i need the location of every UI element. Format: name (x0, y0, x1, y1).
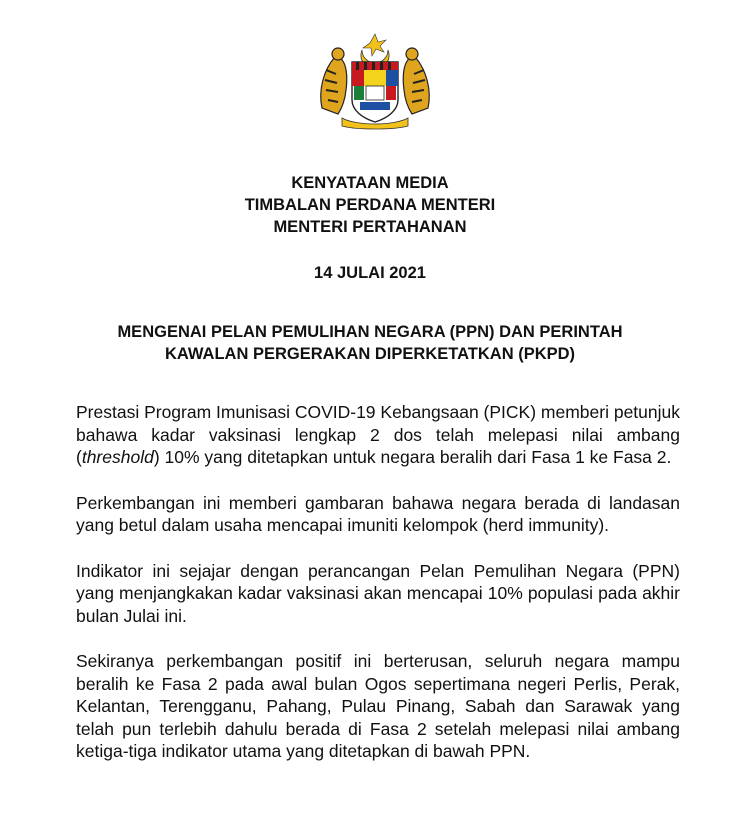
header-line-2: TIMBALAN PERDANA MENTERI (244, 196, 496, 214)
paragraph-3: Indikator ini sejajar dengan perancangan Pelan Pemulihan Negara (PPN) yang menjangkakan kadar vaksinasi akan mencapai 10% populasi pada akhir bulan Julai ini. (76, 560, 680, 626)
statement-subject (0, 321, 740, 365)
paragraph-1-text-a: Prestasi Program Imunisasi COVID-19 Kebangsaan (PICK) memberi petunjuk bahawa kadar vaksinasi lengkap 2 dos telah melepasi nilai ambang ( (76, 402, 680, 467)
subject-line-1: MENGENAI PELAN PEMULIHAN NEGARA (PPN) DAN PERINTAH (117, 323, 623, 341)
paragraph-1-italic-term: threshold (81, 447, 154, 467)
header-line-3: MENTERI PERTAHANAN (273, 218, 467, 236)
coat-of-arms-icon (312, 30, 438, 130)
subject-line-2: KAWALAN PERGERAKAN DIPERKETATKAN (PKPD) (164, 345, 576, 363)
paragraph-1 (76, 401, 680, 469)
statement-date: 14 JULAI 2021 (314, 264, 426, 282)
paragraph-4: Sekiranya perkembangan positif ini berterusan, seluruh negara mampu beralih ke Fasa 2 pada awal bulan Ogos sepertimana negeri Perlis, Perak, Kelantan, Terengganu, Pahang, Pulau Pinang, Sabah dan Sarawak yang telah pun terlebih dahulu berada di Fasa 2 setelah melepasi nilai ambang ketiga-tiga indikator utama yang ditetapkan di bawah PPN. (76, 651, 680, 761)
paragraph-2: Perkembangan ini memberi gambaran bahawa negara berada di landasan yang betul dalam usaha mencapai imuniti kelompok (herd immunity). (76, 492, 680, 535)
statement-body (76, 401, 680, 786)
statement-header (0, 172, 740, 238)
paragraph-1-text-b: ) 10% yang ditetapkan untuk negara beralih dari Fasa 1 ke Fasa 2. (153, 447, 672, 467)
header-line-1: KENYATAAN MEDIA (291, 174, 449, 192)
